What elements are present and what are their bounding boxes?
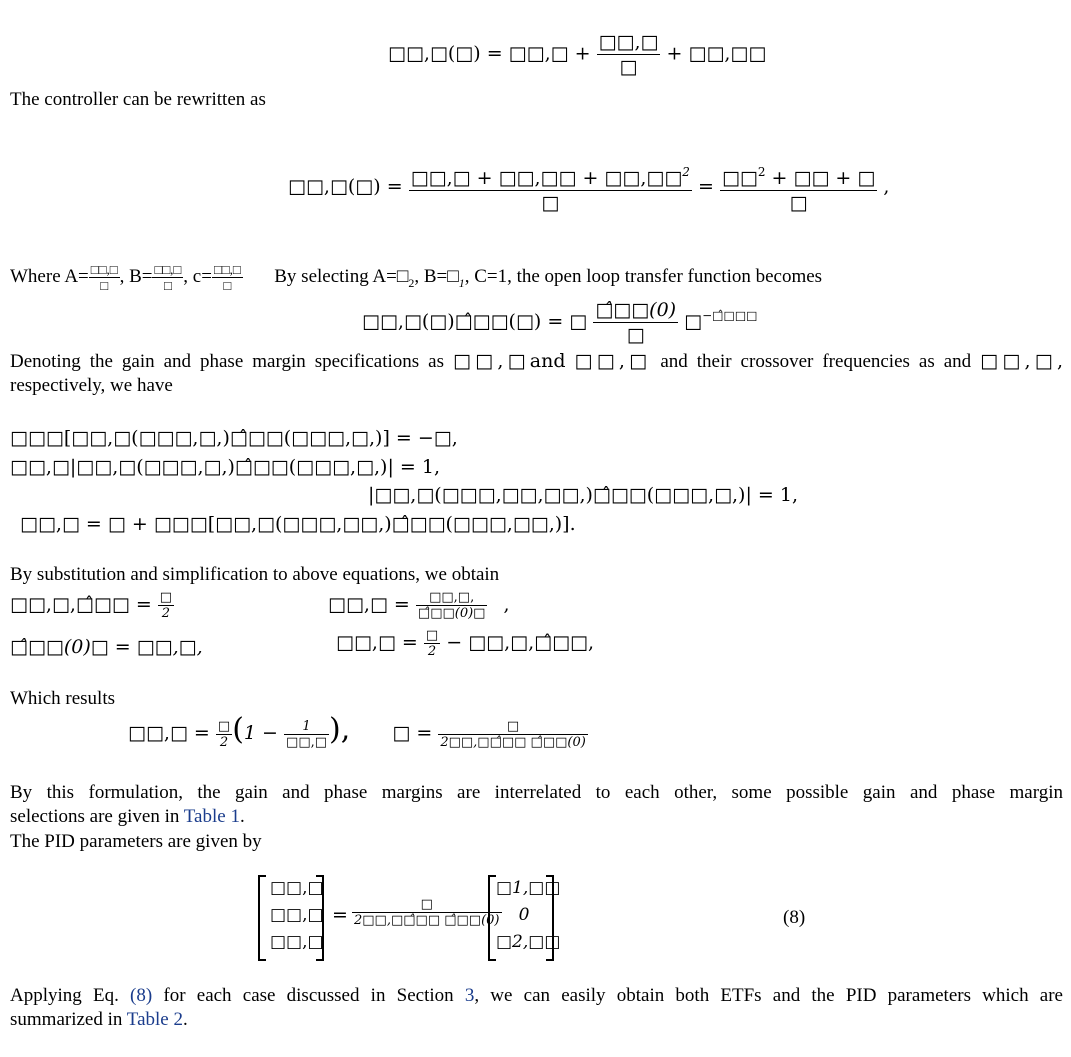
- eq2-den2: □: [789, 192, 808, 214]
- where-c-label: , c=: [183, 265, 212, 287]
- where-c-fraction: $\frac{□□,□}{□}$: [213, 262, 241, 293]
- eq2-num2: □□$^2$ + □□ + □: [720, 160, 877, 191]
- eq-ol-exponent: −□̂□□□: [702, 308, 758, 323]
- matrix1-row1: □□,□: [270, 878, 324, 898]
- paragraph-selections: selections are given in Table 1.: [10, 806, 245, 827]
- eq2-tail: ,: [883, 175, 890, 198]
- system-eq-gain: □□,□|□□,□(□□□,□,)□̂□□(□□□,□,)| = 1,: [10, 456, 440, 478]
- equation-controller-rational: [288, 160, 889, 215]
- eq2-fraction-1: [409, 160, 692, 215]
- system-eq-magnitude: |□□,□(□□□,□□,□□,)□̂□□(□□□,□,)| = 1,: [368, 484, 798, 506]
- eq2-fraction-2: [720, 160, 877, 215]
- link-section-3[interactable]: 3: [464, 985, 475, 1006]
- link-table-1[interactable]: Table 1: [183, 806, 240, 827]
- matrix2-row2: 0: [518, 905, 530, 925]
- selection-text: By selecting $A=□_2$, $B=□_1$, C=1, the open loop transfer function becomes: [274, 265, 823, 290]
- system-eq-phase-margin: □□,□ = □ + □□□[□□,□(□□□,□□,)□̂□□(□□□,□□,)].: [20, 513, 576, 535]
- where-b-label: , B=: [119, 265, 153, 287]
- paragraph-denoting-margins: Denoting the gain and phase margin specifications as □□,□and □□,□ and their crossover frequencies as and □□,□,: [10, 350, 1064, 372]
- paragraph-applying-eq8: Applying Eq. (8) for each case discussed in Section 3, we can easily obtain both ETFs and the PID parameters which are: [10, 985, 1063, 1006]
- paragraph-respectively: respectively, we have: [10, 375, 173, 396]
- eq8-equals: =: [332, 904, 348, 926]
- link-eq-8[interactable]: (8): [130, 985, 153, 1006]
- equation-open-loop: [362, 298, 758, 347]
- eq2-den1: □: [541, 192, 560, 214]
- result-right-1: □□,□ = $\frac{□□,□,}{□̂□□(0)□}$ ,: [328, 590, 510, 621]
- eq-top-fraction: [597, 30, 661, 79]
- equation-final-results: □□,□ = $\frac{□}{2}$ (1 − $\frac{1}{□□,□}$ ), □ = $\frac{□}{2□□,□□̂□□ □̂□□(0)}$: [128, 712, 586, 750]
- eq2-lhs: □□,□(□) =: [288, 175, 403, 198]
- result-right-2: □□,□ = $\frac{□}{2}$ − □□,□,□̂□□,: [336, 628, 595, 659]
- matrix2-row1: □1,□□: [496, 878, 561, 898]
- paragraph-formulation: By this formulation, the gain and phase margins are interrelated to each other, some possible gain and phase margin: [10, 782, 1063, 803]
- eq-ol-rhs: □: [684, 310, 703, 333]
- where-b-fraction: $\frac{□□,□}{□}$: [154, 262, 182, 293]
- paragraph-summarized: summarized in Table 2.: [10, 1009, 188, 1030]
- eq-ol-fraction: [593, 298, 678, 347]
- eq8-fraction: $\frac{□}{2□□,□□̂□□ □̂□□(0)}$: [354, 897, 500, 928]
- equation-number-8: (8): [783, 907, 806, 928]
- eq2-num1: □□,□ + □□,□□ + □□,□□$^2$: [409, 160, 692, 191]
- eq-ol-den: □: [626, 324, 645, 346]
- result-left-2: □̂□□(0)□ = □□,□,: [10, 636, 203, 658]
- paragraph-controller-rewritten: The controller can be rewritten as: [10, 89, 266, 110]
- matrix1-row2: □□,□: [270, 905, 324, 925]
- eq-top-rhs: + □□,□□: [666, 42, 767, 65]
- link-table-2[interactable]: Table 2: [126, 1009, 183, 1030]
- eq-top-lhs: □□,□(□) = □□,□ +: [388, 42, 591, 65]
- eq-top-frac-den: □: [619, 56, 638, 78]
- system-eq-phase: □□□[□□,□(□□□,□,)□̂□□(□□□,□,)] = −□,: [10, 427, 458, 449]
- paragraph-which-results: Which results: [10, 688, 116, 709]
- eq-ol-num: □̂□□(0): [595, 299, 677, 321]
- where-definitions-line: [10, 262, 822, 295]
- eq-ol-lhs: □□,□(□)□̂□□(□) = □: [362, 310, 588, 333]
- eq-top-frac-num: □□,□: [598, 31, 659, 53]
- equation-controller-form: [388, 30, 766, 79]
- where-a-label: Where A=: [10, 265, 89, 287]
- matrix1-row3: □□,□: [270, 932, 324, 952]
- where-a-fraction: $\frac{□□,□}{□}$: [90, 262, 118, 293]
- paragraph-substitution: By substitution and simplification to above equations, we obtain: [10, 564, 500, 585]
- paragraph-pid-given: The PID parameters are given by: [10, 831, 262, 852]
- matrix2-row3: □2,□□: [496, 932, 561, 952]
- eq2-equals: =: [697, 175, 714, 198]
- result-left-1: □□,□,□̂□□ = $\frac{□}{2}$: [10, 590, 173, 621]
